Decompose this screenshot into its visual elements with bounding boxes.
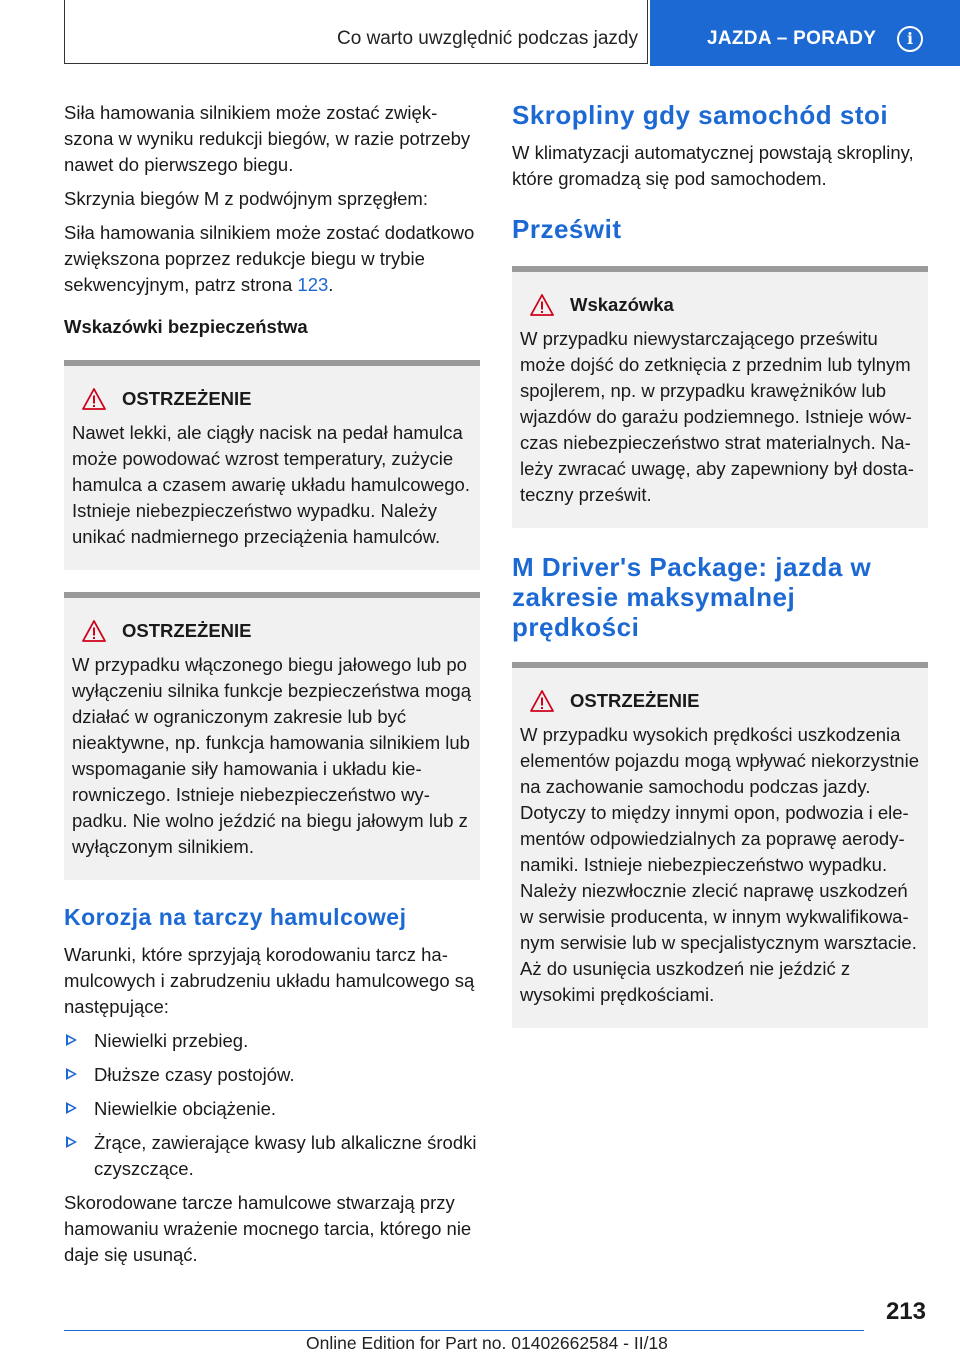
corrosion-intro: Warunki, które sprzyjają korodowaniu tarcz hamulcowych i zabrudzeniu układu hamulcowego są następujące: xyxy=(64,944,475,1017)
page-link[interactable]: 123 xyxy=(297,274,329,295)
warning-title: OSTRZEŻENIE xyxy=(570,690,700,711)
chapter-title: JAZDA – PORADY xyxy=(707,28,877,49)
warning-icon xyxy=(530,690,554,712)
note-triangle-icon xyxy=(530,294,554,316)
right-column xyxy=(512,100,928,1050)
list-item: Niewielkie obciążenie. xyxy=(64,1096,480,1122)
corrosion-list xyxy=(64,1028,480,1182)
bullet-triangle-icon xyxy=(66,1068,77,1080)
list-item: Dłuższe czasy postojów. xyxy=(64,1062,480,1088)
list-item: Żrące, zawierające kwasy lub alkaliczne środki czyszczące. xyxy=(64,1130,480,1182)
condensate-heading: Skropliny gdy samochód stoi xyxy=(512,100,889,130)
warning-text: Nawet lekki, ale ciągły nacisk na pedał hamulca może powodować wzrost temperatury, zużycie hamulca a czasem awarię układu hamulcowego. Istnieje niebezpieczeństwo wypadku. Należy unikać nadmiernego przeciążenia hamulców. xyxy=(72,422,470,547)
warning-box xyxy=(512,662,928,1028)
paragraph-sequential: Siła hamowania silnikiem może zostać dodatkowo zwiększona poprzez redukcje biegu w trybie sekwencyjnym, patrz strona 123. xyxy=(64,222,475,295)
corrosion-outro: Skorodowane tarcze hamulcowe stwarzają przy hamowaniu wrażenie mocnego tarcia, którego nie daje się usunąć. xyxy=(64,1192,472,1265)
left-column xyxy=(64,100,480,1276)
page-number: 213 xyxy=(885,1298,926,1325)
paragraph-engine-braking: Siła hamowania silnikiem może zostać zwiększona w wyniku redukcji biegów, w razie potrzeby nawet do pierwszego biegu. xyxy=(64,102,471,175)
bullet-triangle-icon xyxy=(66,1136,77,1148)
bullet-triangle-icon xyxy=(66,1102,77,1114)
footer-divider xyxy=(64,1330,864,1331)
clearance-heading: Prześwit xyxy=(512,214,622,244)
corrosion-heading: Korozja na tarczy hamulcowej xyxy=(64,904,407,930)
package-heading: M Driver's Package: jazda w zakresie maksymalnej prędkości xyxy=(512,552,872,642)
warning-icon xyxy=(82,388,106,410)
footer-edition: Online Edition for Part no. 01402662584 - II/18 xyxy=(306,1333,668,1353)
list-item: Niewielki przebieg. xyxy=(64,1028,480,1054)
bullet-triangle-icon xyxy=(66,1034,77,1046)
warning-text: W przypadku wysokich prędkości uszkodzenia elementów pojazdu mogą wpływać niekorzystnie na zachowanie samochodu podczas jazdy. Dotyczy to między innymi opon, podwozia i elementów odpowiedzialnych za poprawę aerodynamiki. Istnieje niebezpieczeństwo wypadku. Należy niezwłocznie zlecić naprawę uszkodzeń w serwisie producenta, w innym wykwalifikowanym serwisie lub w specjalistycznym warsztacie. Aż do usunięcia uszkodzeń nie jeździć z wysokimi prędkościami. xyxy=(520,724,919,1005)
warning-title: OSTRZEŻENIE xyxy=(122,620,252,641)
warning-icon xyxy=(82,620,106,642)
safety-heading: Wskazówki bezpieczeństwa xyxy=(64,316,308,337)
note-title: Wskazówka xyxy=(570,294,674,315)
section-title: Co warto uwzględnić podczas jazdy xyxy=(337,28,638,49)
warning-box xyxy=(64,592,480,880)
paragraph-dct: Skrzynia biegów M z podwójnym sprzęgłem: xyxy=(64,188,428,209)
warning-title: OSTRZEŻENIE xyxy=(122,388,252,409)
note-text: W przypadku niewystarczającego prześwitu może dojść do zetknięcia z przednim lub tylnym spojlerem, np. w przypadku krawężników lub wjazdów do garażu podziemnego. Istnieje wówczas niebezpieczeństwo strat materialnych. Należy zwracać uwagę, aby zapewniony był dostateczny prześwit. xyxy=(520,328,914,505)
chapter-tab[interactable] xyxy=(650,0,960,66)
warning-box xyxy=(64,360,480,570)
condensate-text: W klimatyzacji automatycznej powstają skropliny, które gromadzą się pod samochodem. xyxy=(512,142,914,189)
info-icon[interactable]: i xyxy=(897,26,923,52)
warning-text: W przypadku włączonego biegu jałowego lub po wyłączeniu silnika funkcje bezpieczeństwa mogą działać w ograniczonym zakresie lub być nieaktywne, np. funkcja hamowania silnikiem lub wspomaganie siły hamowania i układu kierowniczego. Istnieje niebezpieczeństwo wypadku. Nie wolno jeździć na biegu jałowym lub z wyłączonym silnikiem. xyxy=(72,654,471,857)
note-box xyxy=(512,266,928,528)
